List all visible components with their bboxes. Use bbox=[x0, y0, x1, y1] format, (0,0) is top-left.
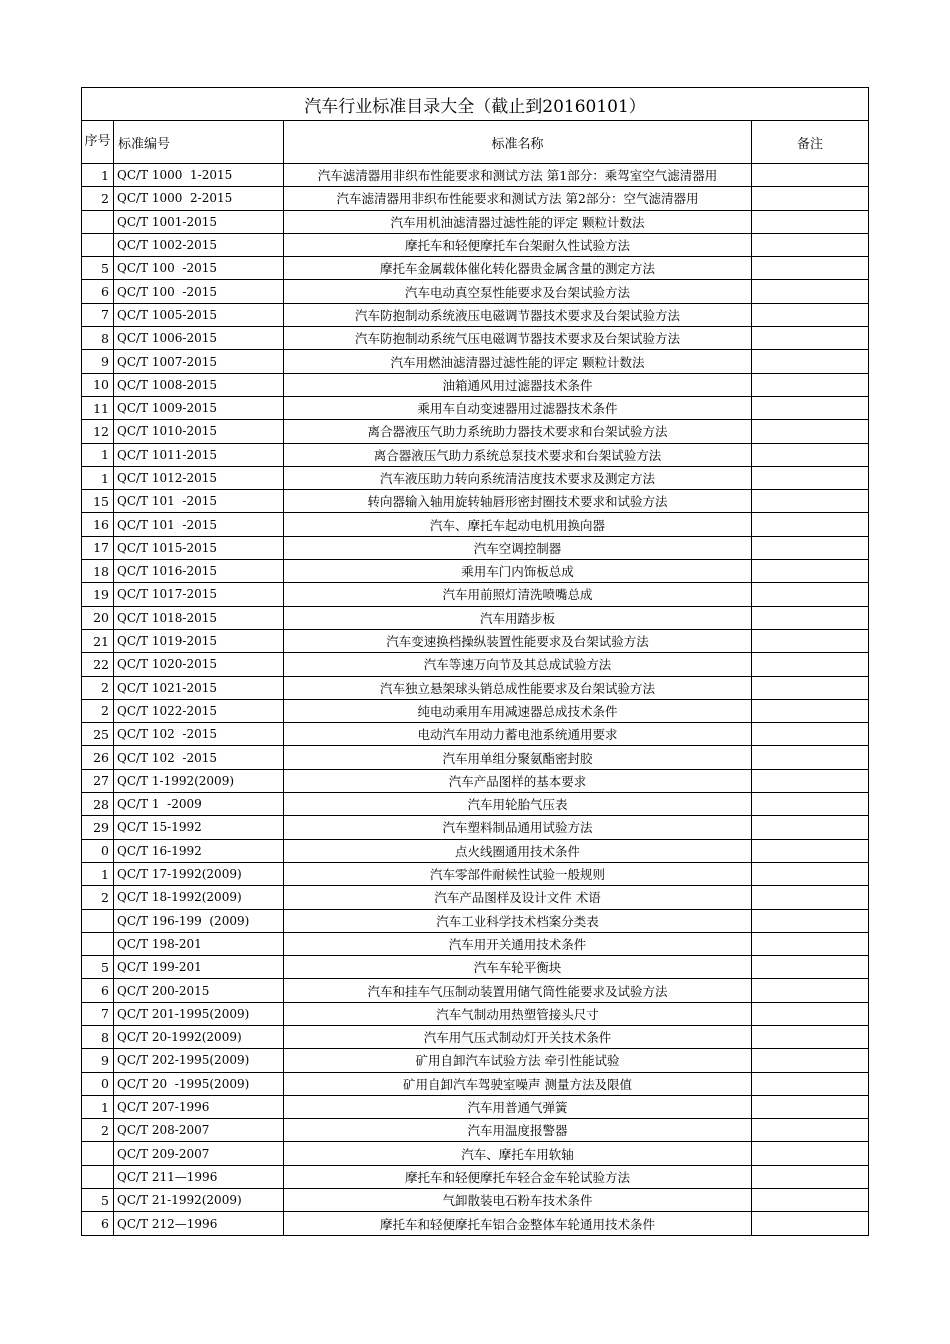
table-row bbox=[82, 303, 869, 326]
row-name: 矿用自卸汽车驾驶室噪声 测量方法及限值 bbox=[284, 1072, 752, 1095]
row-seq: 27 bbox=[82, 769, 114, 792]
row-note bbox=[752, 723, 869, 746]
row-code: QC/T 200-2015 bbox=[114, 979, 284, 1002]
row-name: 汽车塑料制品通用试验方法 bbox=[284, 816, 752, 839]
row-note bbox=[752, 932, 869, 955]
table-row bbox=[82, 513, 869, 536]
row-name: 电动汽车用动力蓄电池系统通用要求 bbox=[284, 723, 752, 746]
row-note bbox=[752, 1212, 869, 1235]
row-seq: 22 bbox=[82, 653, 114, 676]
row-code: QC/T 1017-2015 bbox=[114, 583, 284, 606]
row-name: 汽车、摩托车起动电机用换向器 bbox=[284, 513, 752, 536]
table-row bbox=[82, 210, 869, 233]
row-code: QC/T 1001-2015 bbox=[114, 210, 284, 233]
row-seq: 17 bbox=[82, 536, 114, 559]
row-name: 汽车零部件耐候性试验一般规则 bbox=[284, 862, 752, 885]
row-name: 汽车用轮胎气压表 bbox=[284, 793, 752, 816]
row-name: 汽车工业科学技术档案分类表 bbox=[284, 909, 752, 932]
row-code: QC/T 1020-2015 bbox=[114, 653, 284, 676]
row-note bbox=[752, 490, 869, 513]
row-seq: 6 bbox=[82, 1212, 114, 1235]
row-note bbox=[752, 862, 869, 885]
table-row bbox=[82, 1142, 869, 1165]
table-row bbox=[82, 629, 869, 652]
row-note bbox=[752, 793, 869, 816]
table-row bbox=[82, 839, 869, 862]
table-row bbox=[82, 280, 869, 303]
row-name: 矿用自卸汽车试验方法 牵引性能试验 bbox=[284, 1049, 752, 1072]
row-note bbox=[752, 653, 869, 676]
table-row bbox=[82, 793, 869, 816]
row-code: QC/T 1011-2015 bbox=[114, 443, 284, 466]
row-seq: 7 bbox=[82, 1002, 114, 1025]
row-seq: 11 bbox=[82, 396, 114, 419]
row-note bbox=[752, 676, 869, 699]
row-name: 汽车用开关通用技术条件 bbox=[284, 932, 752, 955]
row-note bbox=[752, 466, 869, 489]
row-name: 摩托车和轻便摩托车轻合金车轮试验方法 bbox=[284, 1165, 752, 1188]
table-row bbox=[82, 1119, 869, 1142]
row-name: 气卸散装电石粉车技术条件 bbox=[284, 1189, 752, 1212]
row-name: 汽车车轮平衡块 bbox=[284, 956, 752, 979]
row-note bbox=[752, 350, 869, 373]
standards-sheet bbox=[81, 87, 868, 1236]
row-seq bbox=[82, 909, 114, 932]
table-row bbox=[82, 909, 869, 932]
table-row bbox=[82, 956, 869, 979]
table-row bbox=[82, 1165, 869, 1188]
row-seq: 0 bbox=[82, 1072, 114, 1095]
row-note bbox=[752, 1049, 869, 1072]
row-seq: 12 bbox=[82, 420, 114, 443]
row-note bbox=[752, 1189, 869, 1212]
row-name: 汽车用踏步板 bbox=[284, 606, 752, 629]
row-name: 汽车液压助力转向系统清洁度技术要求及测定方法 bbox=[284, 466, 752, 489]
row-name: 离合器液压气助力系统总泵技术要求和台架试验方法 bbox=[284, 443, 752, 466]
table-row bbox=[82, 723, 869, 746]
table-row bbox=[82, 466, 869, 489]
row-code: QC/T 211—1996 bbox=[114, 1165, 284, 1188]
row-code: QC/T 20 -1995(2009) bbox=[114, 1072, 284, 1095]
sheet-title: 汽车行业标准目录大全（截止到20160101） bbox=[82, 88, 869, 121]
row-code: QC/T 201-1995(2009) bbox=[114, 1002, 284, 1025]
row-code: QC/T 102 -2015 bbox=[114, 723, 284, 746]
table-row bbox=[82, 816, 869, 839]
table-row bbox=[82, 1049, 869, 1072]
row-name: 汽车等速万向节及其总成试验方法 bbox=[284, 653, 752, 676]
row-name: 摩托车和轻便摩托车铝合金整体车轮通用技术条件 bbox=[284, 1212, 752, 1235]
row-name: 汽车用前照灯清洗喷嘴总成 bbox=[284, 583, 752, 606]
row-code: QC/T 212—1996 bbox=[114, 1212, 284, 1235]
row-code: QC/T 100 -2015 bbox=[114, 257, 284, 280]
row-code: QC/T 1018-2015 bbox=[114, 606, 284, 629]
row-note bbox=[752, 1072, 869, 1095]
row-code: QC/T 16-1992 bbox=[114, 839, 284, 862]
row-seq: 2 bbox=[82, 699, 114, 722]
row-name: 汽车用温度报警器 bbox=[284, 1119, 752, 1142]
row-name: 汽车用单组分聚氨酯密封胶 bbox=[284, 746, 752, 769]
table-row bbox=[82, 746, 869, 769]
row-seq bbox=[82, 1165, 114, 1188]
row-name: 汽车独立悬架球头销总成性能要求及台架试验方法 bbox=[284, 676, 752, 699]
row-seq: 1 bbox=[82, 443, 114, 466]
row-code: QC/T 100 -2015 bbox=[114, 280, 284, 303]
row-seq: 6 bbox=[82, 979, 114, 1002]
row-name: 汽车和挂车气压制动装置用储气筒性能要求及试验方法 bbox=[284, 979, 752, 1002]
table-row bbox=[82, 1212, 869, 1235]
table-row bbox=[82, 443, 869, 466]
row-name: 汽车滤清器用非织布性能要求和测试方法 第1部分：乘驾室空气滤清器用 bbox=[284, 164, 752, 187]
row-seq: 18 bbox=[82, 560, 114, 583]
row-note bbox=[752, 303, 869, 326]
table-row bbox=[82, 373, 869, 396]
row-seq: 2 bbox=[82, 1119, 114, 1142]
row-note bbox=[752, 513, 869, 536]
table-row bbox=[82, 233, 869, 256]
row-seq: 5 bbox=[82, 1189, 114, 1212]
row-code: QC/T 1010-2015 bbox=[114, 420, 284, 443]
row-note bbox=[752, 280, 869, 303]
row-seq bbox=[82, 210, 114, 233]
row-code: QC/T 1022-2015 bbox=[114, 699, 284, 722]
row-seq bbox=[82, 1142, 114, 1165]
row-code: QC/T 1007-2015 bbox=[114, 350, 284, 373]
table-row bbox=[82, 606, 869, 629]
table-row bbox=[82, 769, 869, 792]
row-note bbox=[752, 886, 869, 909]
row-note bbox=[752, 606, 869, 629]
row-code: QC/T 1012-2015 bbox=[114, 466, 284, 489]
row-name: 汽车空调控制器 bbox=[284, 536, 752, 559]
row-name: 汽车用气压式制动灯开关技术条件 bbox=[284, 1025, 752, 1048]
table-body bbox=[82, 164, 869, 1236]
row-note bbox=[752, 816, 869, 839]
row-code: QC/T 1009-2015 bbox=[114, 396, 284, 419]
row-seq bbox=[82, 233, 114, 256]
table-row bbox=[82, 420, 869, 443]
table-row bbox=[82, 932, 869, 955]
row-name: 汽车气制动用热塑管接头尺寸 bbox=[284, 1002, 752, 1025]
row-code: QC/T 1019-2015 bbox=[114, 629, 284, 652]
table-row bbox=[82, 1189, 869, 1212]
row-note bbox=[752, 1142, 869, 1165]
row-code: QC/T 20-1992(2009) bbox=[114, 1025, 284, 1048]
table-row bbox=[82, 327, 869, 350]
row-seq: 2 bbox=[82, 187, 114, 210]
row-code: QC/T 208-2007 bbox=[114, 1119, 284, 1142]
row-name: 汽车防抱制动系统液压电磁调节器技术要求及台架试验方法 bbox=[284, 303, 752, 326]
table-row bbox=[82, 164, 869, 187]
row-seq: 8 bbox=[82, 1025, 114, 1048]
row-note bbox=[752, 327, 869, 350]
row-code: QC/T 1002-2015 bbox=[114, 233, 284, 256]
table-row bbox=[82, 350, 869, 373]
row-code: QC/T 209-2007 bbox=[114, 1142, 284, 1165]
table-row bbox=[82, 1002, 869, 1025]
row-code: QC/T 1016-2015 bbox=[114, 560, 284, 583]
table-row bbox=[82, 396, 869, 419]
row-seq: 0 bbox=[82, 839, 114, 862]
row-seq: 10 bbox=[82, 373, 114, 396]
row-note bbox=[752, 1095, 869, 1118]
row-name: 摩托车和轻便摩托车台架耐久性试验方法 bbox=[284, 233, 752, 256]
table-row bbox=[82, 560, 869, 583]
row-seq: 16 bbox=[82, 513, 114, 536]
row-name: 汽车防抱制动系统气压电磁调节器技术要求及台架试验方法 bbox=[284, 327, 752, 350]
row-name: 汽车用机油滤清器过滤性能的评定 颗粒计数法 bbox=[284, 210, 752, 233]
row-code: QC/T 1000 2-2015 bbox=[114, 187, 284, 210]
row-name: 汽车电动真空泵性能要求及台架试验方法 bbox=[284, 280, 752, 303]
row-name: 汽车变速换档操纵装置性能要求及台架试验方法 bbox=[284, 629, 752, 652]
row-note bbox=[752, 769, 869, 792]
row-note bbox=[752, 233, 869, 256]
row-code: QC/T 17-1992(2009) bbox=[114, 862, 284, 885]
row-name: 离合器液压气助力系统助力器技术要求和台架试验方法 bbox=[284, 420, 752, 443]
row-seq: 1 bbox=[82, 862, 114, 885]
row-note bbox=[752, 699, 869, 722]
row-code: QC/T 1000 1-2015 bbox=[114, 164, 284, 187]
row-seq: 2 bbox=[82, 676, 114, 699]
table-row bbox=[82, 1095, 869, 1118]
table-row bbox=[82, 1072, 869, 1095]
row-name: 转向器输入轴用旋转轴唇形密封圈技术要求和试验方法 bbox=[284, 490, 752, 513]
row-note bbox=[752, 956, 869, 979]
table-row bbox=[82, 979, 869, 1002]
row-code: QC/T 196-199 (2009) bbox=[114, 909, 284, 932]
row-note bbox=[752, 373, 869, 396]
row-name: 汽车用燃油滤清器过滤性能的评定 颗粒计数法 bbox=[284, 350, 752, 373]
row-note bbox=[752, 1002, 869, 1025]
row-code: QC/T 1-1992(2009) bbox=[114, 769, 284, 792]
row-note bbox=[752, 746, 869, 769]
row-name: 纯电动乘用车用减速器总成技术条件 bbox=[284, 699, 752, 722]
row-code: QC/T 1005-2015 bbox=[114, 303, 284, 326]
row-seq: 28 bbox=[82, 793, 114, 816]
row-seq: 19 bbox=[82, 583, 114, 606]
row-seq: 26 bbox=[82, 746, 114, 769]
row-code: QC/T 18-1992(2009) bbox=[114, 886, 284, 909]
row-seq: 15 bbox=[82, 490, 114, 513]
row-name: 油箱通风用过滤器技术条件 bbox=[284, 373, 752, 396]
row-seq: 20 bbox=[82, 606, 114, 629]
row-seq: 8 bbox=[82, 327, 114, 350]
row-seq: 29 bbox=[82, 816, 114, 839]
row-name: 汽车产品图样及设计文件 术语 bbox=[284, 886, 752, 909]
row-seq: 2 bbox=[82, 886, 114, 909]
header-code: 标准编号 bbox=[114, 121, 284, 164]
row-code: QC/T 15-1992 bbox=[114, 816, 284, 839]
table-row bbox=[82, 862, 869, 885]
table-row bbox=[82, 490, 869, 513]
table-row bbox=[82, 699, 869, 722]
row-name: 汽车产品图样的基本要求 bbox=[284, 769, 752, 792]
row-note bbox=[752, 1025, 869, 1048]
row-code: QC/T 101 -2015 bbox=[114, 513, 284, 536]
row-seq: 25 bbox=[82, 723, 114, 746]
row-note bbox=[752, 164, 869, 187]
row-seq: 1 bbox=[82, 1095, 114, 1118]
row-code: QC/T 202-1995(2009) bbox=[114, 1049, 284, 1072]
row-code: QC/T 21-1992(2009) bbox=[114, 1189, 284, 1212]
row-seq: 21 bbox=[82, 629, 114, 652]
table-row bbox=[82, 257, 869, 280]
table-row bbox=[82, 676, 869, 699]
standards-table bbox=[81, 87, 869, 1236]
row-seq: 9 bbox=[82, 1049, 114, 1072]
row-code: QC/T 1006-2015 bbox=[114, 327, 284, 350]
table-row bbox=[82, 583, 869, 606]
table-row bbox=[82, 653, 869, 676]
table-row bbox=[82, 536, 869, 559]
row-code: QC/T 1015-2015 bbox=[114, 536, 284, 559]
row-name: 汽车、摩托车用软轴 bbox=[284, 1142, 752, 1165]
row-code: QC/T 1 -2009 bbox=[114, 793, 284, 816]
row-note bbox=[752, 396, 869, 419]
row-code: QC/T 1021-2015 bbox=[114, 676, 284, 699]
row-code: QC/T 198-201 bbox=[114, 932, 284, 955]
row-name: 乘用车门内饰板总成 bbox=[284, 560, 752, 583]
row-seq: 5 bbox=[82, 257, 114, 280]
header-seq: 序号 bbox=[82, 121, 114, 164]
row-note bbox=[752, 979, 869, 1002]
row-note bbox=[752, 560, 869, 583]
row-seq: 9 bbox=[82, 350, 114, 373]
row-name: 汽车用普通气弹簧 bbox=[284, 1095, 752, 1118]
row-name: 乘用车自动变速器用过滤器技术条件 bbox=[284, 396, 752, 419]
row-note bbox=[752, 1119, 869, 1142]
row-name: 汽车滤清器用非织布性能要求和测试方法 第2部分：空气滤清器用 bbox=[284, 187, 752, 210]
row-note bbox=[752, 839, 869, 862]
row-note bbox=[752, 257, 869, 280]
table-row bbox=[82, 187, 869, 210]
row-code: QC/T 199-201 bbox=[114, 956, 284, 979]
row-code: QC/T 1008-2015 bbox=[114, 373, 284, 396]
row-note bbox=[752, 909, 869, 932]
row-note bbox=[752, 420, 869, 443]
row-note bbox=[752, 583, 869, 606]
header-note: 备注 bbox=[752, 121, 869, 164]
row-note bbox=[752, 210, 869, 233]
row-seq: 1 bbox=[82, 164, 114, 187]
row-note bbox=[752, 187, 869, 210]
row-name: 点火线圈通用技术条件 bbox=[284, 839, 752, 862]
table-row bbox=[82, 1025, 869, 1048]
row-seq: 7 bbox=[82, 303, 114, 326]
row-note bbox=[752, 1165, 869, 1188]
row-note bbox=[752, 629, 869, 652]
row-note bbox=[752, 443, 869, 466]
header-name: 标准名称 bbox=[284, 121, 752, 164]
row-seq: 1 bbox=[82, 466, 114, 489]
row-code: QC/T 102 -2015 bbox=[114, 746, 284, 769]
row-seq: 5 bbox=[82, 956, 114, 979]
row-seq: 6 bbox=[82, 280, 114, 303]
row-code: QC/T 101 -2015 bbox=[114, 490, 284, 513]
row-name: 摩托车金属载体催化转化器贵金属含量的测定方法 bbox=[284, 257, 752, 280]
row-note bbox=[752, 536, 869, 559]
row-code: QC/T 207-1996 bbox=[114, 1095, 284, 1118]
row-seq bbox=[82, 932, 114, 955]
table-row bbox=[82, 886, 869, 909]
